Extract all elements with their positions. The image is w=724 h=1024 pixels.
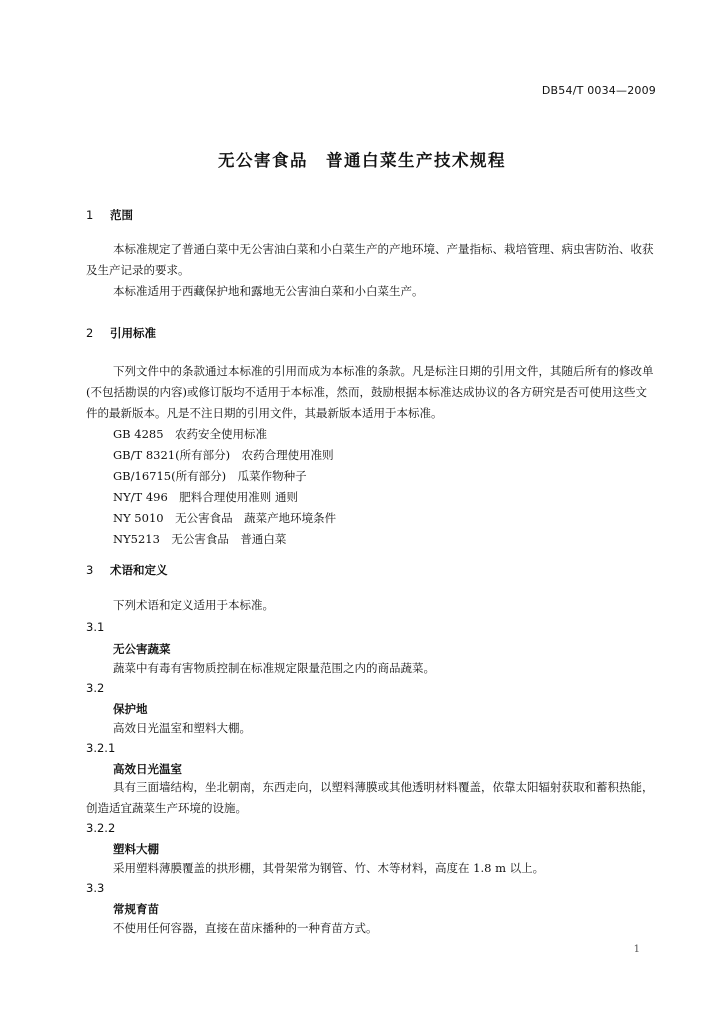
reference-item: NY/T 496 肥料合理使用准则 通则 — [113, 490, 298, 504]
reference-list — [113, 424, 653, 550]
term-definition-block — [86, 777, 658, 819]
reference-item: GB 4285 农药安全使用标准 — [113, 427, 268, 441]
section-2-heading — [86, 325, 156, 341]
term-heading: 高效日光温室 — [113, 762, 182, 776]
section-number: 3 — [86, 563, 94, 577]
section-title: 术语和定义 — [110, 563, 168, 577]
term-heading: 常规育苗 — [113, 902, 159, 916]
reference-item: NY 5010 无公害食品 蔬菜产地环境条件 — [113, 511, 337, 525]
document-title: 无公害食品 普通白菜生产技术规程 — [218, 151, 506, 170]
term-definition: 高效日光温室和塑料大棚。 — [113, 721, 251, 735]
term-definition: 采用塑料薄膜覆盖的拱形棚，其骨架常为钢管、竹、木等材料，高度在 1.8 m 以上。 — [113, 861, 545, 875]
paragraph: 本标准规定了普通白菜中无公害油白菜和小白菜生产的产地环境、产量指标、栽培管理、病虫害防治、收获及生产记录的要求。 — [86, 242, 654, 277]
section-number: 2 — [86, 326, 94, 340]
paragraph: 下列文件中的条款通过本标准的引用而成为本标准的条款。凡是标注日期的引用文件，其随后所有的修改单(不包括勘误的内容)或修订版均不适用于本标准，然而，鼓励根据本标准达成协议的各方研究是否可使用这些文件的最新版本。凡是不注日期的引用文件，其最新版本适用于本标准。 — [86, 364, 654, 420]
reference-item: NY5213 无公害食品 普通白菜 — [113, 532, 287, 546]
section-3-intro: 下列术语和定义适用于本标准。 — [113, 598, 274, 612]
clause-number: 3.3 — [86, 881, 105, 895]
page-number: 1 — [633, 944, 640, 955]
standard-code: DB54/T 0034—2009 — [541, 84, 656, 97]
term-heading: 无公害蔬菜 — [113, 642, 171, 656]
section-1-heading — [86, 207, 133, 223]
section-title: 范围 — [110, 208, 133, 222]
term-definition: 蔬菜中有毒有害物质控制在标准规定限量范围之内的商品蔬菜。 — [113, 661, 435, 675]
paragraph: 本标准适用于西藏保护地和露地无公害油白菜和小白菜生产。 — [113, 284, 424, 298]
clause-number: 3.2.1 — [86, 741, 116, 755]
section-1-body — [86, 239, 658, 302]
clause-number: 3.2 — [86, 681, 105, 695]
section-title: 引用标准 — [110, 326, 156, 340]
term-heading: 塑料大棚 — [113, 842, 159, 856]
term-definition: 不使用任何容器，直接在苗床播种的一种育苗方式。 — [113, 921, 378, 935]
reference-item: GB/16715(所有部分) 瓜菜作物种子 — [113, 469, 307, 483]
clause-number: 3.2.2 — [86, 821, 116, 835]
term-heading: 保护地 — [113, 702, 148, 716]
reference-item: GB/T 8321(所有部分) 农药合理使用准则 — [113, 448, 334, 462]
section-2-body — [86, 361, 658, 424]
section-number: 1 — [86, 208, 94, 222]
term-definition: 具有三面墙结构，坐北朝南，东西走向，以塑料薄膜或其他透明材料覆盖，依靠太阳辐射获取和蓄积热能，创造适宜蔬菜生产环境的设施。 — [86, 780, 654, 815]
section-3-heading — [86, 562, 168, 578]
clause-number: 3.1 — [86, 620, 105, 634]
